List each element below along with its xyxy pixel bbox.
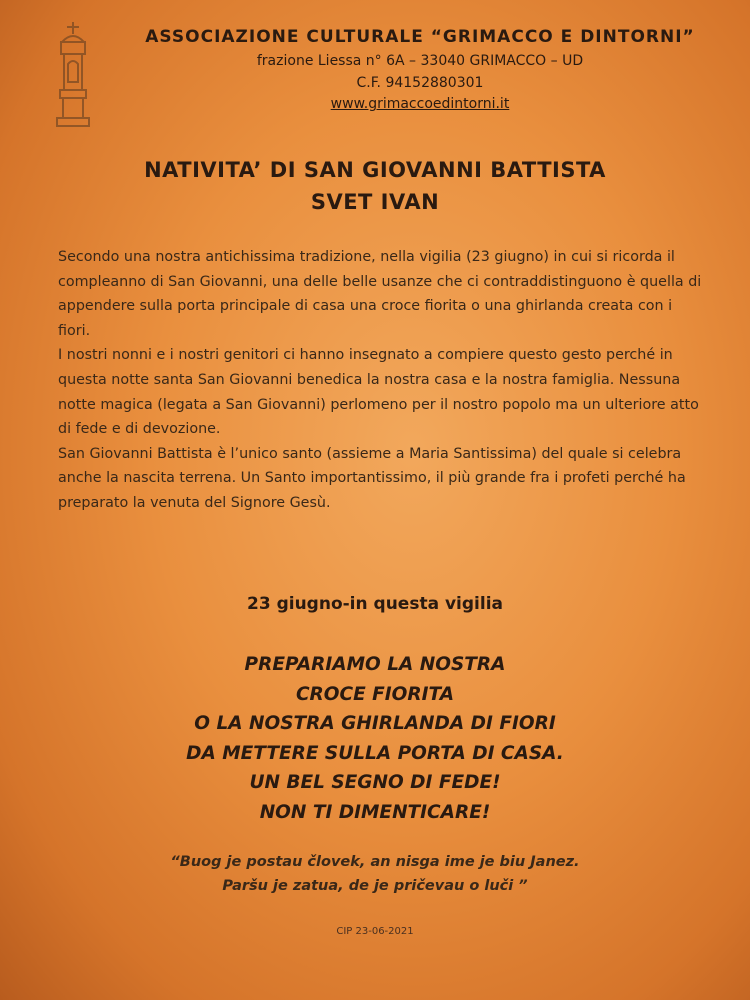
title-block: [0, 154, 750, 218]
association-header: [110, 26, 730, 113]
call-line: DA METTERE SULLA PORTA DI CASA.: [186, 742, 564, 764]
call-line: PREPARIAMO LA NOSTRA: [244, 654, 506, 675]
call-to-action: [0, 650, 750, 827]
association-address: frazione Liessa n° 6A – 33040 GRIMACCO – UD: [256, 53, 584, 69]
slovene-quote: [0, 850, 750, 898]
call-line: UN BEL SEGNO DI FEDE!: [249, 772, 501, 793]
body-paragraph: San Giovanni Battista è l’unico santo (assieme a Maria Santissima) del quale si celebra anche la nascita terrena. Un Santo importantissimo, il più grande fra i profeti perché ha preparato la venuta del Signore Gesù.: [58, 445, 686, 511]
bell-tower-icon: [52, 20, 94, 128]
call-line: NON TI DIMENTICARE!: [259, 801, 491, 823]
body-paragraph: Secondo una nostra antichissima tradizione, nella vigilia (23 giugno) in cui si ricorda il compleanno di San Giovanni, una delle belle usanze che ci contraddistinguono è quella di appendere sulla porta principale di casa una croce fiorita o una ghirlanda creata con i fiori.: [58, 249, 702, 339]
page-subtitle: SVET IVAN: [310, 190, 440, 214]
website-link[interactable]: www.grimaccoedintorni.it: [330, 96, 510, 112]
page-title: NATIVITA’ DI SAN GIOVANNI BATTISTA: [144, 158, 606, 182]
call-line: CROCE FIORITA: [295, 683, 455, 705]
vigil-line: 23 giugno-in questa vigilia: [247, 594, 503, 614]
call-line: O LA NOSTRA GHIRLANDA DI FIORI: [194, 713, 556, 734]
body-paragraph: I nostri nonni e i nostri genitori ci hanno insegnato a compiere questo gesto perché in questa notte santa San Giovanni benedica la nostra casa e la nostra famiglia. Nessuna notte magica (legata a San Giovanni) perlomeno per il nostro popolo ma un ulteriore atto di fede e di devozione.: [58, 347, 699, 438]
quote-line: Paršu je zatua, de je pričevau o luči ”: [222, 878, 528, 894]
tax-code: C.F. 94152880301: [356, 75, 484, 91]
body-text: [58, 245, 708, 516]
association-name: ASSOCIAZIONE CULTURALE “GRIMACCO E DINTORNI”: [145, 27, 695, 47]
quote-line: “Buog je postau človek, an nisga ime je biu Janez.: [170, 854, 580, 870]
footer-code: CIP 23-06-2021: [336, 926, 414, 937]
